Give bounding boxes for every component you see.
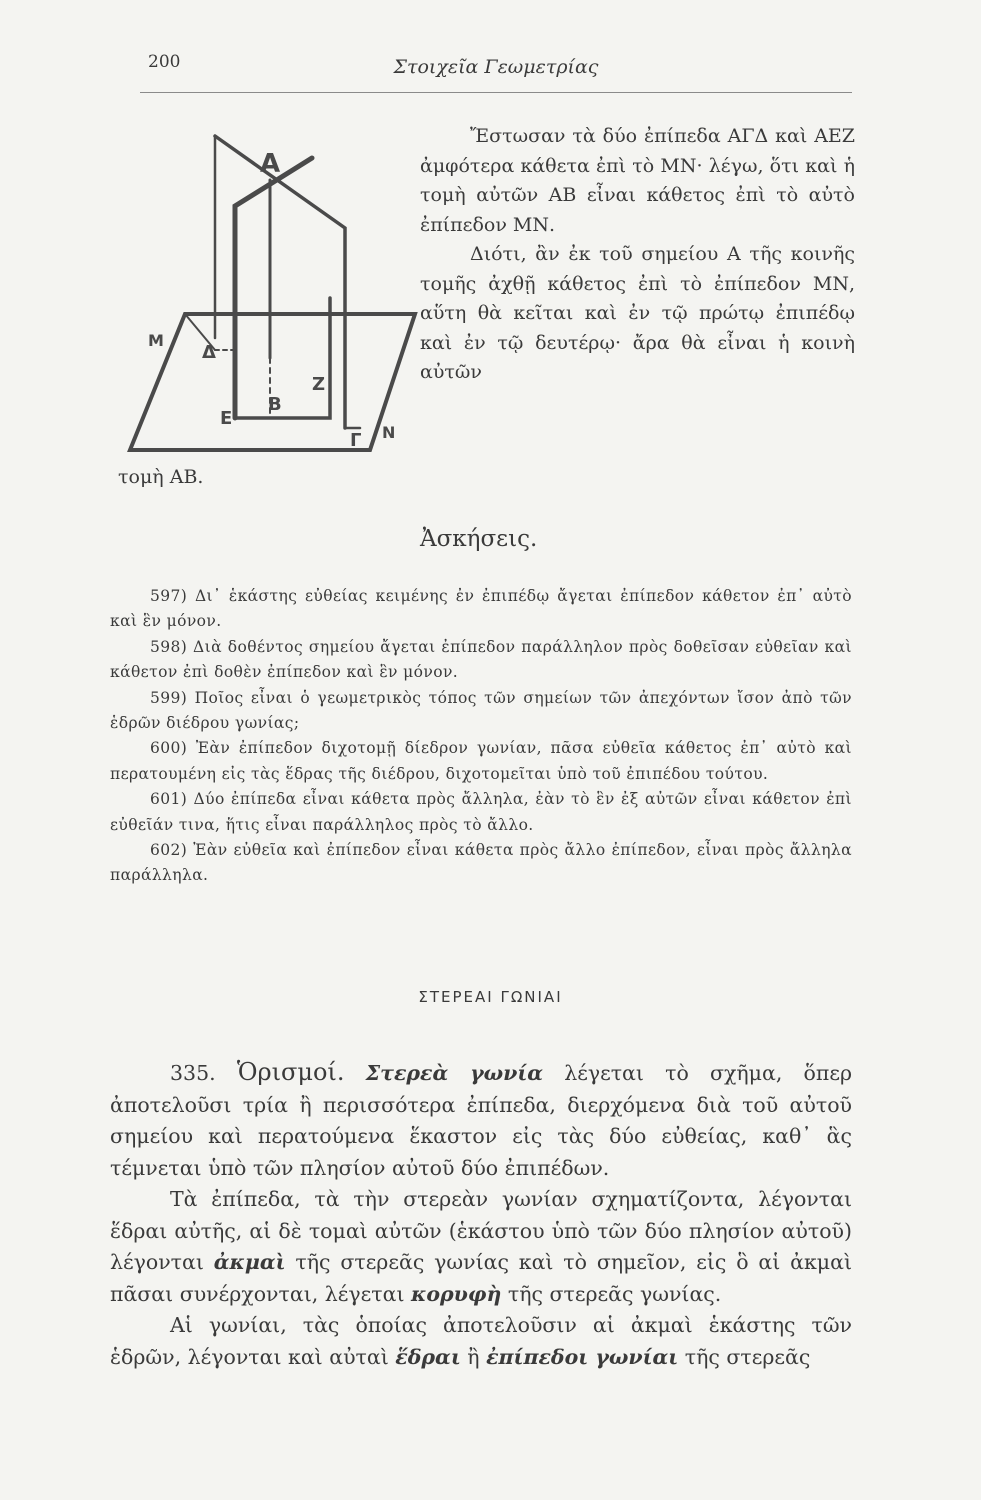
term-vertex: κορυφὴ [411,1281,502,1306]
label-a: Α [260,149,281,179]
page-number: 200 [148,52,181,72]
definitions-heading: Ὁρισμοί. [236,1058,345,1086]
exercises-list [110,584,852,889]
label-e: Ε [220,408,233,429]
geometry-figure [120,118,420,478]
label-d: Δ [202,342,216,363]
label-g: Γ [350,430,362,451]
proof-ending: τομὴ ΑΒ. [118,466,204,488]
label-n: Ν [382,423,396,442]
definitions-text [110,1057,852,1373]
definition-paragraph: 335. Ὁρισμοί. Στερεὰ γωνία λέγεται τὸ σχῆμα, ὅπερ ἀποτελοῦσι τρία ἢ περισσότερα ἐπίπεδα, διερχόμενα διὰ τοῦ αὐτοῦ σημείου καὶ περατούμενα ἕκαστον εἰς τὰς δύο εὐθείας, καθ᾽ ἃς τέμνεται ὑπὸ τῶν πλησίον αὐτοῦ δύο ἐπιπέδων. [110,1058,852,1180]
exercise-item: 598) Διὰ δοθέντος σημείου ἄγεται ἐπίπεδον παράλληλον πρὸς δοθεῖσαν εὐθεῖαν καὶ κάθετον ἐπὶ δοθὲν ἐπίπεδον καὶ ἓν μόνον. [110,637,852,682]
exercises-title: Ἀσκήσεις. [420,526,538,552]
proof-paragraph: Διότι, ἂν ἐκ τοῦ σημείου Α τῆς κοινῆς τομῆς ἀχθῇ κάθετος ἐπὶ τὸ ἐπίπεδον ΜΝ, αὕτη θὰ κεῖται καὶ ἐν τῷ πρώτῳ ἐπιπέδῳ καὶ ἐν τῷ δευτέρῳ· ἄρα θὰ εἶναι ἡ κοινὴ αὐτῶν [420,243,855,383]
proof-text [420,122,855,388]
definition-paragraph: Αἱ γωνίαι, τὰς ὁποίας ἀποτελοῦσιν αἱ ἀκμαὶ ἑκάστης τῶν ἑδρῶν, λέγονται καὶ αὐταὶ ἕδραι ἢ ἐπίπεδοι γωνίαι τῆς στερεᾶς [110,1313,852,1369]
label-m: Μ [148,331,164,350]
plane-mn [130,314,415,450]
term-solid-angle: Στερεὰ γωνία [365,1061,544,1085]
exercise-item: 602) Ἐὰν εὐθεῖα καὶ ἐπίπεδον εἶναι κάθετα πρὸς ἄλλο ἐπίπεδον, εἶναι πρὸς ἄλληλα παράλληλα. [110,841,852,885]
exercise-item: 601) Δύο ἐπίπεδα εἶναι κάθετα πρὸς ἄλληλα, ἐὰν τὸ ἓν ἐξ αὐτῶν εἶναι κάθετον ἐπὶ εὐθεῖάν τινα, ἥτις εἶναι παράλληλος πρὸς τὸ ἄλλο. [110,790,852,834]
definition-paragraph: Τὰ ἐπίπεδα, τὰ τὴν στερεὰν γωνίαν σχηματίζοντα, λέγονται ἕδραι αὐτῆς, αἱ δὲ τομαὶ αὐτῶν (ἑκάστου ὑπὸ τῶν δύο πλησίον αὐτοῦ) λέγονται ἀκμαὶ τῆς στερεᾶς γωνίας καὶ τὸ σημεῖον, εἰς ὃ αἱ ἀκμαὶ πᾶσαι συνέρχονται, λέγεται κορυφὴ τῆς στερεᾶς γωνίας. [110,1187,852,1306]
section-title: ΣΤΕΡΕΑΙ ΓΩΝΙΑΙ [418,988,563,1006]
proof-paragraph: Ἔστωσαν τὰ δύο ἐπίπεδα ΑΓΔ καὶ ΑΕΖ ἀμφότερα κάθετα ἐπὶ τὸ ΜΝ· λέγω, ὅτι καὶ ἡ τομὴ αὐτῶν ΑΒ εἶναι κάθετος ἐπὶ τὸ αὐτὸ ἐπίπεδον ΜΝ. [420,125,855,236]
label-b: Β [268,394,282,415]
running-title: Στοιχεῖα Γεωμετρίας [393,56,599,78]
section-number: 335. [170,1061,216,1085]
exercise-item: 600) Ἐὰν ἐπίπεδον διχοτομῇ δίεδρον γωνίαν, πᾶσα εὐθεῖα κάθετος ἐπ᾽ αὐτὸ καὶ περατουμένη εἰς τὰς ἕδρας τῆς διέδρου, διχοτομεῖται ὑπὸ τοῦ ἐπιπέδου τούτου. [110,739,852,783]
term-edges: ἀκμαὶ [213,1250,286,1274]
exercise-item: 597) Δι᾽ ἑκάστης εὐθείας κειμένης ἐν ἐπιπέδῳ ἄγεται ἐπίπεδον κάθετον ἐπ᾽ αὐτὸ καὶ ἓν μόνον. [110,587,852,631]
exercise-item: 599) Ποῖος εἶναι ὁ γεωμετρικὸς τόπος τῶν σημείων τῶν ἀπεχόντων ἴσον ἀπὸ τῶν ἑδρῶν διέδρου γωνίας; [110,688,852,733]
page-header [140,52,852,93]
term-plane-angles: ἐπίπεδοι γωνίαι [486,1344,679,1369]
label-z: Ζ [312,374,326,395]
term-faces: ἕδραι [395,1344,461,1369]
